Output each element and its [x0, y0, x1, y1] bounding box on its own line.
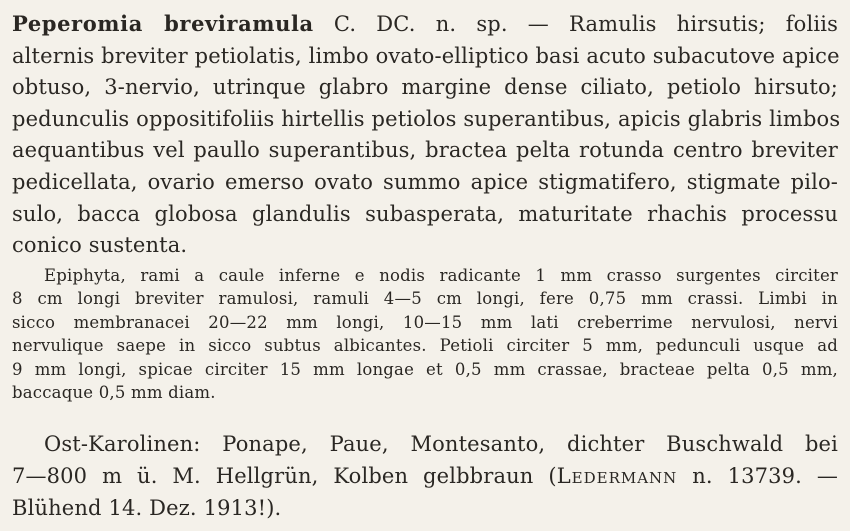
locality-line — [12, 460, 838, 492]
diagnosis-line: alternis breviter petiolatis, limbo ovato-elliptico basi acuto subacutove apice — [12, 43, 840, 68]
description-line: baccaque 0,5 mm diam. — [12, 383, 216, 403]
diagnosis-line: aequantibus vel paullo superantibus, bractea pelta rotunda centro breviter — [12, 138, 838, 163]
locality-line: Blühend 14. Dez. 1913!). — [12, 496, 282, 520]
diagnosis-line: obtuso, 3-nervio, utrinque glabro margine dense ciliato, petiolo hirsuto; — [12, 75, 838, 100]
species-name: Peperomia breviramula — [12, 11, 314, 36]
diagnosis-line: sulo, bacca globosa glandulis subasperata, maturitate rhachis processu — [12, 201, 838, 226]
diagnosis-line-1-rest: C. DC. n. sp. — Ramulis hirsutis; foliis — [313, 12, 838, 36]
locality-paragraph — [12, 428, 838, 524]
description-line: 9 mm longi, spicae circiter 15 mm longae et 0,5 mm crassae, bracteae pelta 0,5 mm, — [12, 359, 838, 379]
description-line: Epiphyta, rami a caule inferne e nodis radicante 1 mm crasso surgentes circiter — [44, 266, 838, 285]
description-line: sicco membranacei 20—22 mm longi, 10—15 mm lati creberrime nervulosi, nervi — [12, 312, 838, 332]
collector-name: Ledermann — [556, 464, 678, 488]
diagnosis-line: conico sustenta. — [12, 233, 188, 258]
species-description — [12, 264, 838, 404]
description-line: 8 cm longi breviter ramulosi, ramuli 4—5 cm longi, fere 0,75 mm crassi. Limbi in — [12, 289, 838, 309]
description-line: nervulique saepe in sicco subtus albicantes. Petioli circiter 5 mm, pedunculi usque ad — [12, 336, 838, 356]
locality-line-2-start: 7—800 m ü. M. Hellgrün, Kolben gelbbraun ( — [12, 464, 557, 488]
diagnosis-line: pedunculis oppositifoliis hirtellis petiolos superantibus, apicis glabris limbos — [12, 106, 841, 131]
locality-line: Ost-Karolinen: Ponape, Paue, Montesanto, dichter Buschwald bei — [44, 432, 838, 456]
species-diagnosis — [12, 8, 841, 262]
diagnosis-line — [12, 8, 838, 41]
locality-line-2-end: n. 13739. — — [677, 464, 838, 488]
diagnosis-line: pedicellata, ovario emerso ovato summo apice stigmatifero, stigmate pilo- — [12, 169, 838, 194]
